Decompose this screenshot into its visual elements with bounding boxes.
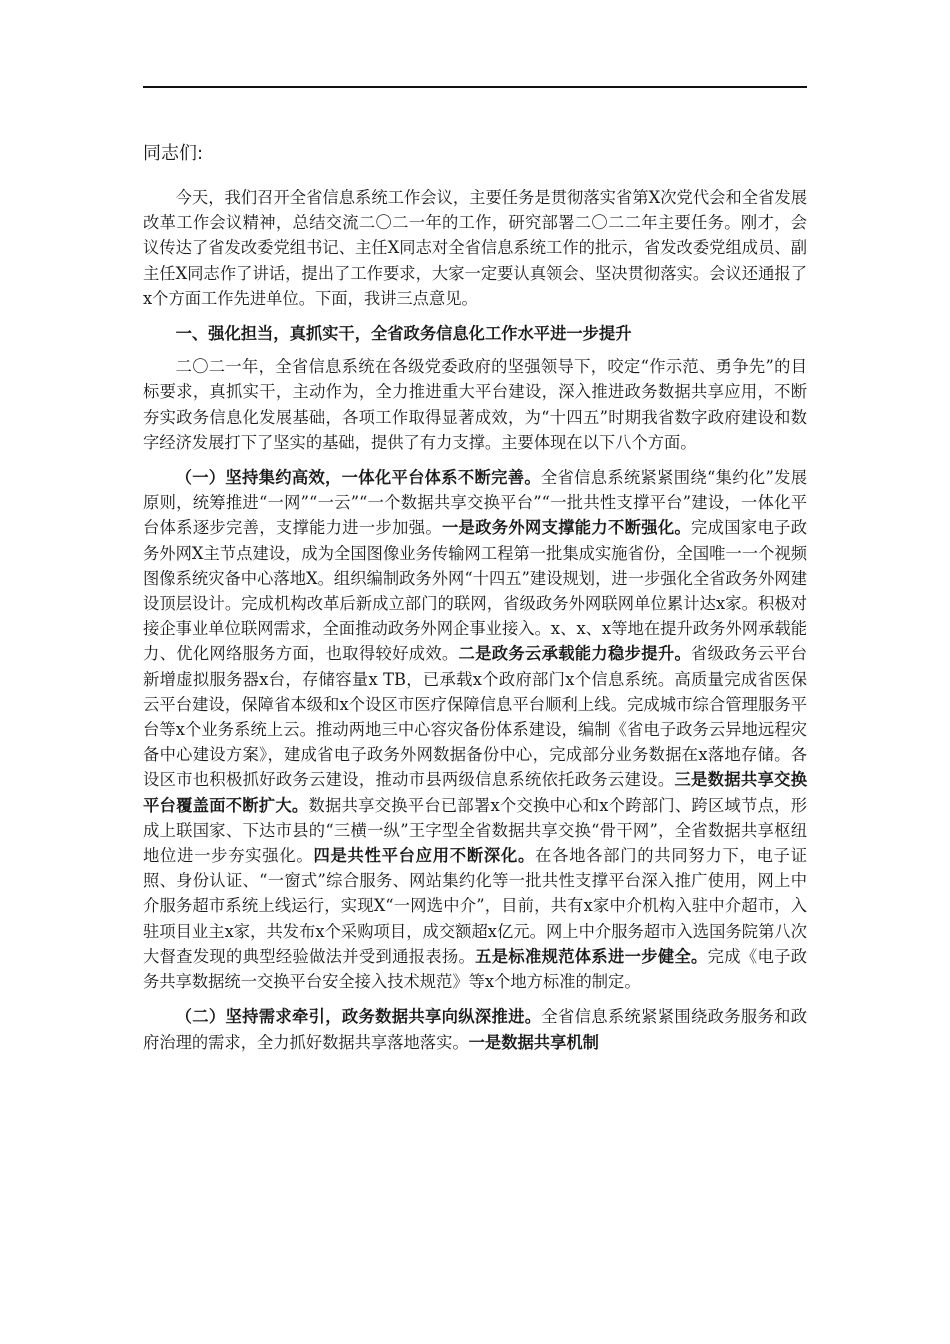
item-1-lead: （一）坚持集约高效，一体化平台体系不断完善。	[175, 468, 541, 488]
section-1-paragraph: 二〇二一年，全省信息系统在各级党委政府的坚强领导下，咬定“作示范、勇争先”的目标要求，真抓实干，主动作为，全力推进重大平台建设，深入推进政务数据共享应用，不断夯实政务信息化发展基础，各项工作取得显著成效，为“十四五”时期我省数字政府建设和数字经济发展打下了坚实的基础，提供了有力支撑。主要体现在以下八个方面。	[143, 357, 807, 452]
item-1-text: 数据共享交换平台已部署x个交换中心和x个跨部门、跨区域节点，形成上联国家、下达市县的“三横一纵”王字型全省数据共享交换“骨干网”，全省数据共享枢纽地位进一步夯实强化。	[143, 795, 807, 866]
item-1-point-4: 四是共性平台应用不断深化。	[313, 846, 536, 866]
item-1-point-3: 三是数据共享交换平台覆盖面不断扩大。	[143, 770, 807, 815]
item-1-text: 完成国家电子政务外网X主节点建设，成为全国图像业务传输网工程第一批集成实施省份，全国唯一一个视频图像系统灾备中心落地X。组织编制政务外网“十四五”建设规划，进一步强化全省政务外网建设顶层设计。完成机构改革后新成立部门的联网，省级政务外网联网单位累计达x家。积极对接企事业单位联网需求，全面推动政务外网企事业接入。x、x、x等地在提升政务外网承载能力、优化网络服务方面，也取得较好成效。	[143, 518, 807, 664]
item-2-paragraph	[143, 1004, 807, 1054]
item-1-point-2: 二是政务云承载能力稳步提升。	[458, 644, 692, 664]
item-1-paragraph	[143, 465, 807, 994]
item-1-text: 全省信息系统紧紧围绕“集约化”发展原则，统筹推进“一网”“一云”“一个数据共享交换平台”“一批共性支撑平台”建设，一体化平台体系逐步完善，支撑能力进一步加强。	[143, 468, 807, 538]
item-2-lead: （二）坚持需求牵引，政务数据共享向纵深推进。	[175, 1007, 542, 1027]
salutation: 同志们:	[143, 143, 204, 164]
item-1-text: 在各地各部门的共同努力下，电子证照、身份认证、“一窗式”综合服务、网站集约化等一批共性支撑平台深入推广使用，网上中介服务超市系统上线运行，实现X“一网选中介”，目前，共有x家中介机构入驻中介超市，入驻项目业主x家，共发布x个采购项目，成交额超x亿元。网上中介服务超市入选国务院第八次大督查发现的典型经验做法并受到通报表扬。	[143, 846, 807, 966]
document-body	[143, 175, 807, 1055]
header-rule	[143, 86, 807, 88]
section-heading-1: 一、强化担当，真抓实干，全省政务信息化工作水平进一步提升	[175, 324, 632, 344]
item-2-point-1: 一是数据共享机制	[468, 1032, 599, 1052]
intro-paragraph: 今天，我们召开全省信息系统工作会议，主要任务是贯彻落实省第X次党代会和全省发展改革工作会议精神，总结交流二〇二一年的工作，研究部署二〇二二年主要任务。刚才，会议传达了省发改委党组书记、主任X同志对全省信息系统工作的批示，省发改委党组成员、副主任X同志作了讲话，提出了工作要求，大家一定要认真领会、坚决贯彻落实。会议还通报了x个方面工作先进单位。下面，我讲三点意见。	[143, 188, 807, 308]
item-1-point-5: 五是标准规范体系进一步健全。	[475, 946, 708, 966]
item-1-point-1: 一是政务外网支撑能力不断强化。	[441, 518, 692, 538]
item-1-text: 省级政务云平台新增虚拟服务器x台，存储容量x TB，已承载x个政府部门x个信息系统。高质量完成省医保云平台建设，保障省本级和x个设区市医疗保障信息平台顺利上线。完成城市综合管理服务平台等x个业务系统上云。推动两地三中心容灾备份体系建设，编制《省电子政务云异地远程灾备中心建设方案》，建成省电子政务外网数据备份中心，完成部分业务数据在x落地存储。各设区市也积极抓好政务云建设，推动市县两级信息系统依托政务云建设。	[143, 644, 807, 790]
item-1-text: 完成《电子政务共享数据统一交换平台安全接入技术规范》等x个地方标准的制定。	[143, 946, 807, 992]
item-2-text: 全省信息系统紧紧围绕政务服务和政府治理的需求，全力抓好数据共享落地落实。	[143, 1007, 807, 1052]
